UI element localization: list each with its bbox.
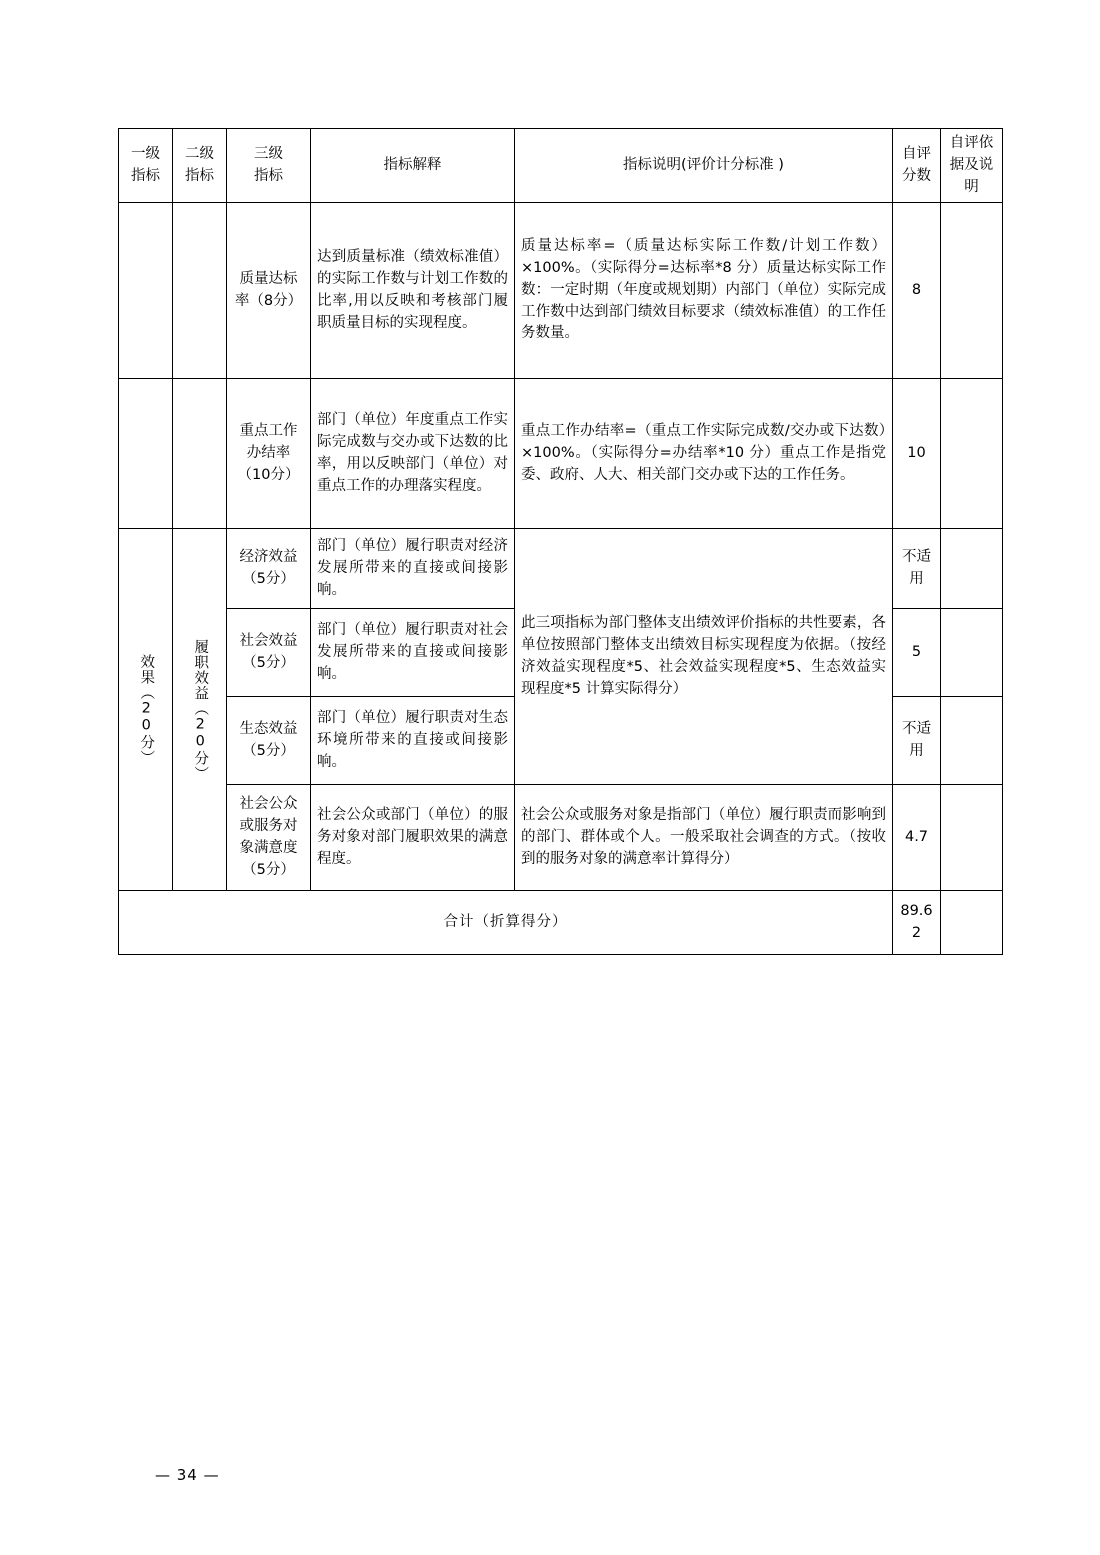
row6-standard: 社会公众或服务对象是指部门（单位）履行职责而影响到的部门、群体或个人。一般采取社会调查的方式。（按收到的服务对象的满意率计算得分） xyxy=(515,785,893,891)
header-level3-text: 三级指标 xyxy=(254,145,283,184)
level2-duty-benefit-text: 履职效益（20分） xyxy=(192,638,209,781)
header-explain-text: 指标解释 xyxy=(383,156,442,173)
row4-level3: 社会效益（5分） xyxy=(227,609,311,697)
row2-level3: 重点工作办结率（10分） xyxy=(227,379,311,529)
row4-self-basis xyxy=(941,609,1003,697)
row6-level3: 社会公众或服务对象满意度（5分） xyxy=(227,785,311,891)
header-self-basis xyxy=(941,129,1003,203)
level1-effect-text: 效果（20分） xyxy=(138,654,155,766)
row1-explain: 达到质量标准（绩效标准值）的实际工作数与计划工作数的比率,用以反映和考核部门履职质量目标的实现程度。 xyxy=(311,203,515,379)
row1-standard: 质量达标率=（质量达标实际工作数/计划工作数）×100%。（实际得分=达标率*8 分）质量达标实际工作数：一定时期（年度或规划期）内部门（单位）实际完成工作数中达到部门绩效目标要求（绩效标准值）的工作任务数量。 xyxy=(515,203,893,379)
header-level2 xyxy=(173,129,227,203)
page-number: — 34 — xyxy=(155,1466,220,1484)
header-self-score-text: 自评分数 xyxy=(902,145,931,184)
row4-explain: 部门（单位）履行职责对社会发展所带来的直接或间接影响。 xyxy=(311,609,515,697)
header-level1-text: 一级指标 xyxy=(131,145,160,184)
row3-explain: 部门（单位）履行职责对经济发展所带来的直接或间接影响。 xyxy=(311,529,515,609)
table-row xyxy=(119,379,1003,529)
row2-self-score: 10 xyxy=(893,379,941,529)
row5-explain: 部门（单位）履行职责对生态环境所带来的直接或间接影响。 xyxy=(311,697,515,785)
row2-explain: 部门（单位）年度重点工作实际完成数与交办或下达数的比率，用以反映部门（单位）对重点工作的办理落实程度。 xyxy=(311,379,515,529)
table-row xyxy=(119,203,1003,379)
row6-explain: 社会公众或部门（单位）的服务对象对部门履职效果的满意程度。 xyxy=(311,785,515,891)
total-score: 89.62 xyxy=(893,891,941,955)
performance-indicator-table xyxy=(118,128,994,955)
level1-effect-cell xyxy=(119,529,173,891)
header-level2-text: 二级指标 xyxy=(185,145,214,184)
header-explain xyxy=(311,129,515,203)
row3-self-basis xyxy=(941,529,1003,609)
row1-level1-empty xyxy=(119,203,173,379)
header-standard xyxy=(515,129,893,203)
table-total-row xyxy=(119,891,1003,955)
header-self-score xyxy=(893,129,941,203)
header-standard-text: 指标说明(评价计分标准 ) xyxy=(623,156,784,173)
row2-level2-empty xyxy=(173,379,227,529)
row6-self-score: 4.7 xyxy=(893,785,941,891)
row2-level1-empty xyxy=(119,379,173,529)
header-self-basis-text: 自评依据及说明 xyxy=(949,135,994,195)
header-level3 xyxy=(227,129,311,203)
total-label: 合计（折算得分） xyxy=(119,891,893,955)
header-level1 xyxy=(119,129,173,203)
shared-standard-three-benefits: 此三项指标为部门整体支出绩效评价指标的共性要素，各单位按照部门整体支出绩效目标实现程度为依据。（按经济效益实现程度*5、社会效益实现程度*5、生态效益实现程度*5 计算实际得分） xyxy=(515,529,893,785)
row2-standard: 重点工作办结率=（重点工作实际完成数/交办或下达数）×100%。（实际得分=办结率*10 分）重点工作是指党委、政府、人大、相关部门交办或下达的工作任务。 xyxy=(515,379,893,529)
row1-level2-empty xyxy=(173,203,227,379)
row3-self-score: 不适用 xyxy=(893,529,941,609)
row1-level3: 质量达标率（8分） xyxy=(227,203,311,379)
table-header-row xyxy=(119,129,1003,203)
row5-self-score: 不适用 xyxy=(893,697,941,785)
table-row xyxy=(119,529,1003,609)
row5-self-basis xyxy=(941,697,1003,785)
row1-self-score: 8 xyxy=(893,203,941,379)
table-row xyxy=(119,785,1003,891)
row6-self-basis xyxy=(941,785,1003,891)
row4-self-score: 5 xyxy=(893,609,941,697)
row1-self-basis xyxy=(941,203,1003,379)
level2-duty-benefit-cell xyxy=(173,529,227,891)
row2-self-basis xyxy=(941,379,1003,529)
total-basis xyxy=(941,891,1003,955)
row3-level3: 经济效益（5分） xyxy=(227,529,311,609)
row5-level3: 生态效益（5分） xyxy=(227,697,311,785)
